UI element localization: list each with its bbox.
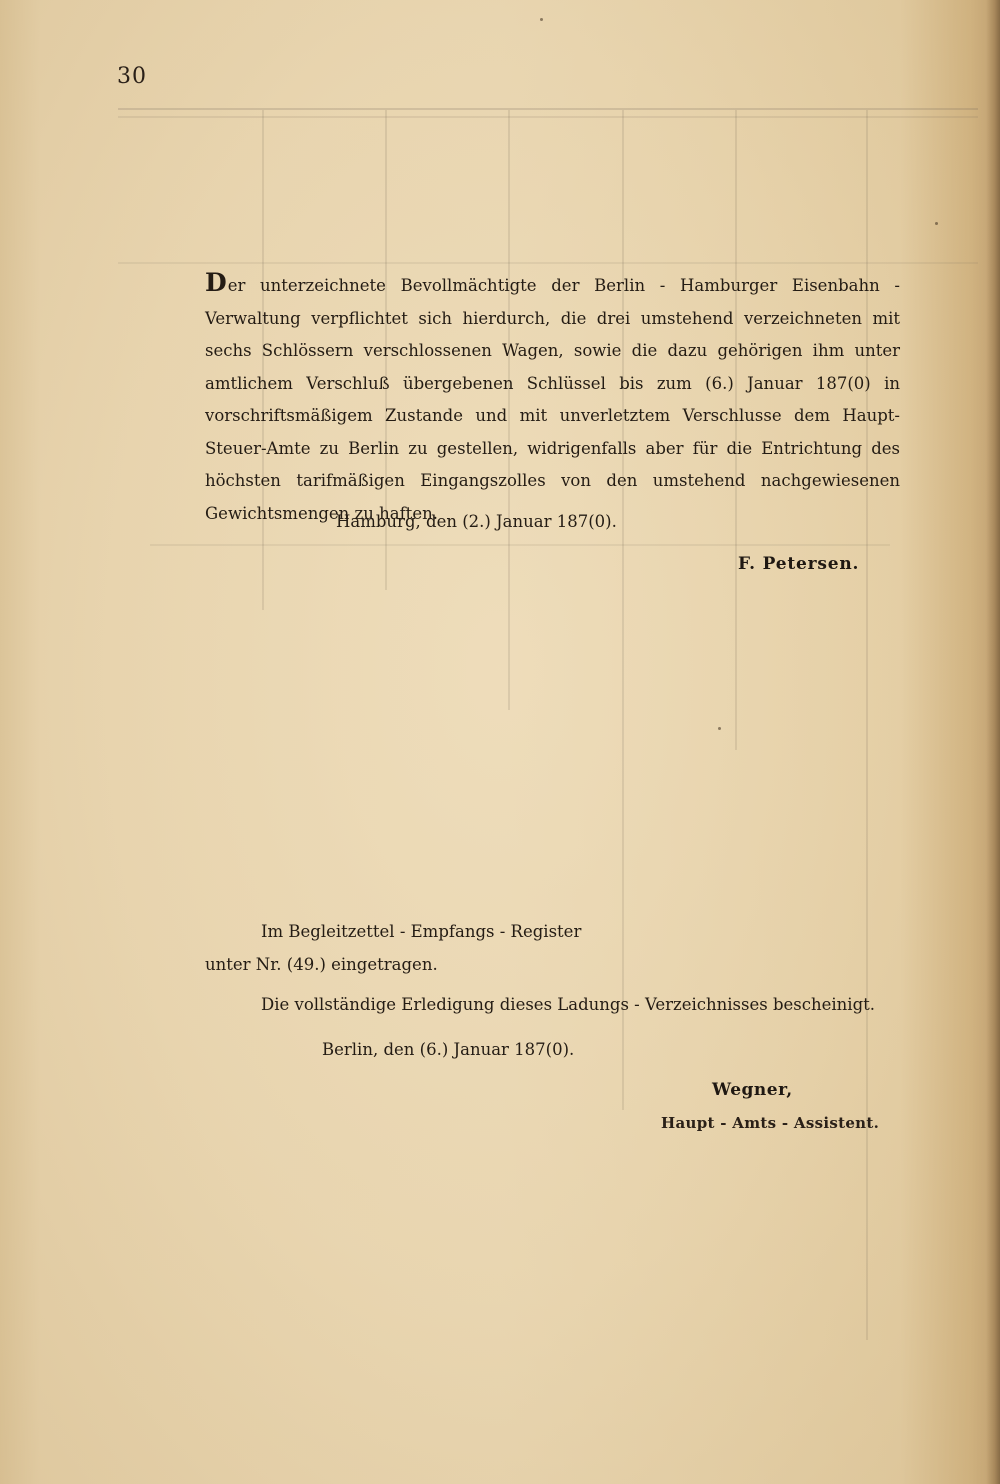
declaration-signature: F. Petersen.: [738, 554, 860, 574]
ink-speck: [935, 222, 938, 225]
drop-initial: D: [205, 268, 227, 297]
bleed-through-rule: [118, 108, 978, 110]
bleed-through-rule: [150, 544, 890, 546]
register-entry-line-2: unter Nr. (49.) eingetragen.: [205, 955, 438, 974]
page-edge-shadow: [986, 0, 1000, 1484]
bleed-through-rule: [118, 116, 978, 118]
registration-signatory-title: Haupt - Amts - Assistent.: [661, 1114, 880, 1132]
bleed-through-rule: [622, 110, 624, 1110]
register-entry-line-1: Im Begleitzettel - Empfangs - Register: [261, 922, 582, 941]
ink-speck: [540, 18, 543, 21]
declaration-paragraph: [205, 270, 900, 530]
completion-statement: Die vollständige Erledigung dieses Ladungs - Verzeichnisses bescheinigt.: [261, 995, 876, 1014]
page-number: 30: [117, 64, 147, 89]
ink-speck: [718, 727, 721, 730]
declaration-text: er unterzeichnete Bevollmächtigte der Berlin - Hamburger Eisenbahn - Verwaltung verpflichtet sich hierdurch, die drei umstehend verzeichneten mit sechs Schlössern verschlossenen Wagen, sowie die dazu gehörigen ihm unter amtlichem Verschluß übergebenen Schlüssel bis zum (6.) Januar 187(0) in vorschriftsmäßigem Zustande und mit unverletztem Verschlusse dem Haupt-Steuer-Amte zu Berlin zu gestellen, widrigenfalls aber für die Entrichtung des höchsten tarifmäßigen Eingangszolles von den umstehend nachgewiesenen Gewichtsmengen zu haften.: [205, 276, 900, 523]
bleed-through-rule: [118, 262, 978, 264]
registration-signature: Wegner,: [712, 1080, 793, 1100]
declaration-dateline: Hamburg, den (2.) Januar 187(0).: [336, 512, 617, 531]
registration-dateline: Berlin, den (6.) Januar 187(0).: [322, 1040, 575, 1059]
